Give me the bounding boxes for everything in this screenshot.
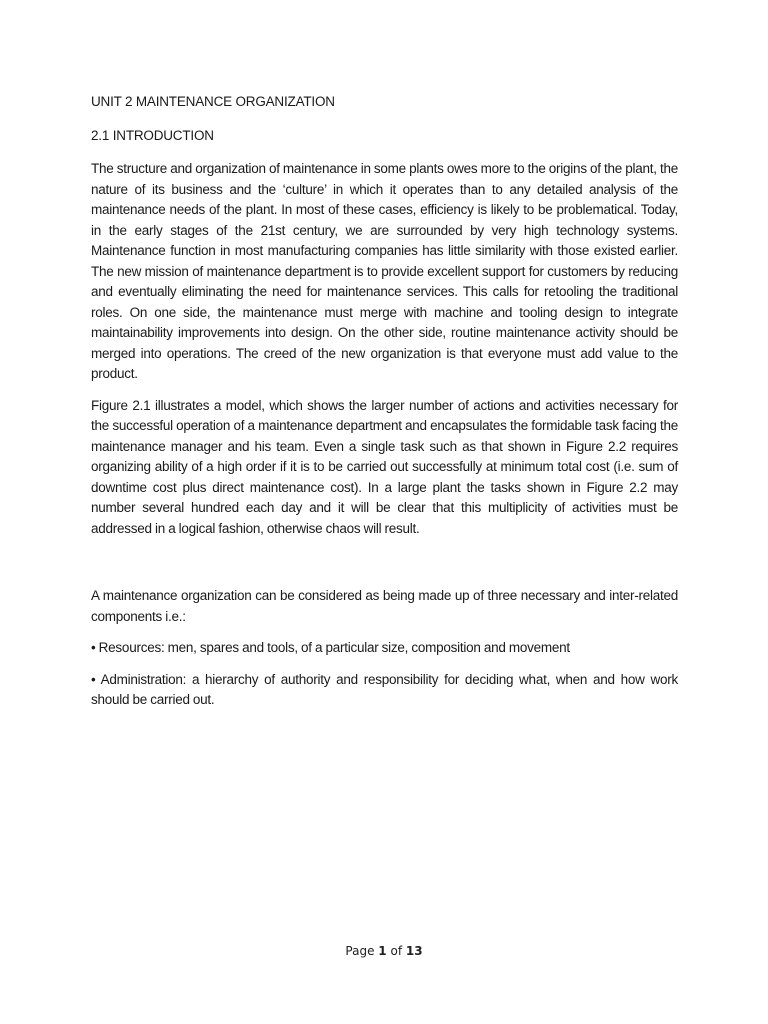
total-pages-number: 13 [405, 944, 423, 958]
page-content [91, 92, 678, 722]
of-label: of [390, 944, 403, 958]
page-footer [0, 944, 768, 958]
spacer [91, 550, 678, 586]
paragraph-intro: The structure and organization of maintenance in some plants owes more to the origins of the plant, the nature of its business and the ‘culture’ in which it operates than to any detailed analysis of the maintenance needs of the plant. In most of these cases, efficiency is likely to be problematical. Today, in the early stages of the 21st century, we are surrounded by very high technology systems. Maintenance function in most manufacturing companies has little similarity with those existed earlier. The new mission of maintenance department is to provide excellent support for customers by reducing and eventually eliminating the need for maintenance services. This calls for retooling the traditional roles. On one side, the maintenance must merge with machine and tooling design to integrate maintainability improvements into design. On the other side, routine maintenance activity should be merged into operations. The creed of the new organization is that everyone must add value to the product. [91, 161, 678, 381]
current-page-number: 1 [378, 944, 387, 958]
bullet-resources: • Resources: men, spares and tools, of a particular size, composition and movement [91, 640, 570, 655]
paragraph-figure-model: Figure 2.1 illustrates a model, which shows the larger number of actions and activities necessary for the successful operation of a maintenance department and encapsulates the formidable task facing the maintenance manager and his team. Even a single task such as that shown in Figure 2.2 requires organizing ability of a high order if it is to be carried out successfully at minimum total cost (i.e. sum of downtime cost plus direct maintenance cost). In a large plant the tasks shown in Figure 2.2 may number several hundred each day and it will be clear that this multiplicity of activities must be addressed in a logical fashion, otherwise chaos will result. [91, 397, 678, 536]
bullet-administration: • Administration: a hierarchy of authority and responsibility for deciding what, when and how work should be carried out. [91, 671, 678, 707]
page-label: Page [345, 944, 375, 958]
unit-title: UNIT 2 MAINTENANCE ORGANIZATION [91, 94, 335, 109]
paragraph-components: A maintenance organization can be considered as being made up of three necessary and inter-related components i.e.: [91, 588, 678, 624]
section-heading: 2.1 INTRODUCTION [91, 128, 214, 143]
